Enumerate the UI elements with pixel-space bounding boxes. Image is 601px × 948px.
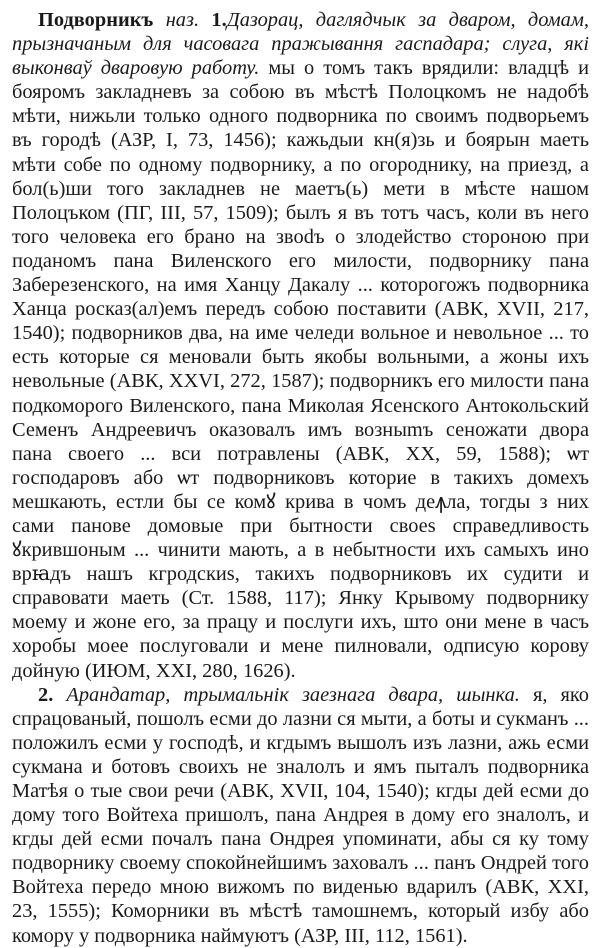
headword: Подворникъ (38, 9, 154, 31)
citation-source: (АВК, XVII, 217, 1540) (12, 298, 589, 345)
entry-sense-2: 2. Арандатар, трымальнік заезнага двара, шынка. я, яко спрацованый, пошолъ есми до лазни ся мыти, а боты и сукманъ ... положилъ есми у господѣ, и кгдымъ вышолъ изъ лазни, ажь есми сукмана и ботовъ своихъ не зналолъ и ямъ пыталъ подворника Матѣя о тые свои речи (АВК, XVII, 104, 1540); кгды дей есми до дому того Войтеха пришолъ, пана Андрея в дому его зналолъ, и кгды дей есми почалъ пана Ондрея упоминати, абы ся ку тому подворнику своему спокойнейшимъ заховалъ ... панъ Ондрей того Войтеха передо мною вижомъ по виденью вдарилъ (АВК, XXI, 23, 1555); Коморники въ мѣстѣ тамошнемъ, который избу або комору у подворника наймуютъ (АЗР, III, 112, 1561). (12, 683, 590, 947)
citation-source: (АВК, XVII, 104, 1540) (220, 780, 424, 802)
citation-quote: подворникъ его милости пана подкоморого Виленского, пана Миколая Ясенского Антокольский Семенъ Андреевичъ оказовалъ имъ возныmъ сеножати двора пана своего ... вси потравлены (12, 370, 589, 465)
sense-definition: Арандатар, трымальнік заезнага двара, шынка. (66, 683, 520, 706)
citation-quote: былъ я въ тотъ часъ, коли въ него того человека его брано на звodъ о злодейство стороною при поданомъ пана Виленского его милости, подворнику пана Заберезенского, на имя Ханцу Дакалу ... которогожъ подворника Ханца росказ(ал)емъ передъ собою поставити (12, 201, 589, 321)
grammar-label: наз. (165, 9, 200, 31)
citation-source: (Ст. 1588, 117) (181, 587, 321, 610)
citation-quote: подворников два, на име челеди вольное и невольное ... то есть которые ся меновали быть якобы вольными, а жоны ихъ невольные (12, 322, 590, 393)
citation-quote: я, яко спрацованый, пошолъ есми до лазни ся мыти, а боты и сукманъ ... положилъ есми у господѣ, и кгдымъ вышолъ изъ лазни, ажь есми сукмана и ботовъ своихъ не зналолъ и ямъ пыталъ подворника Матѣя о тые свои речи (12, 683, 589, 802)
entry-sense-1: Подворникъ наз. 1.Дазорац, даглядчык за дваром, домам, прызначаным для часовага пражывання гаспадара; слуга, які выконваў дваровую работу. мы о томъ такъ врядили: владцѣ и бояромъ закладневъ за собою въ мѣстѣ Полоцкомъ не надобѣ мѣти, нижьли только одного подворника по своимъ подворьемъ въ городѣ (АЗР, I, 73, 1456); кажьдыи кн(я)зь и боярын маеть мѣти собе по одному подворнику, а по огороднику, на приезд, а бол(ь)ши того закладнев не маетъ(ь) мети в мѣсте нашом Полоцъком (ПГ, III, 57, 1509); былъ я въ тотъ часъ, коли въ него того человека его брано на звodъ о злодейство стороною при поданомъ пана Виленского его милости, подворнику пана Заберезенского, на имя Ханцу Дакалу ... которогожъ подворника Ханца росказ(ал)емъ передъ собою поставити (АВК, XVII, 217, 1540); подворников два, на име челеди вольное и невольное ... то есть которые ся меновали быть якобы вольными, а жоны ихъ невольные (АВК, XXVI, 272, 1587); подворникъ его милости пана подкоморого Виленского, пана Миколая Ясенского Антокольский Семенъ Андреевичъ оказовалъ имъ возныmъ сеножати двора пана своего ... вси потравлены (АВК, XX, 59, 1588); ѡт господаровъ або ѡт подворниковъ которие в такихъ домехъ мешкають, естли бы се комꙋ крива в чомъ деꙟла, тогды з них сами панове домовые при бытности своеѕ справедливость ꙋкрившоным ... чинити мають, а в небытности ихъ самыхъ ино врꙗдъ нашъ кгродскиѕ, такихъ подворниковъ их судити и справовати маеть (Ст. 1588, 117); Янку Крывому подворнику моему и жоне его, за працу и послуги ихъ, што они мене в часъ хоробы моее послуговали и мене пилновали, одписую корову дойную (ИЮМ, XXI, 280, 1626). (12, 9, 590, 682)
citation-quote: мы о томъ такъ врядили: владцѣ и бояромъ закладневъ за собою въ мѣстѣ Полоцкомъ не надобѣ мѣти, нижьли только одного подворника по своимъ подворьемъ въ городѣ (12, 57, 590, 152)
citation-quote: кгды дей есми до дому того Войтеха пришолъ, пана Андрея в дому его зналолъ, и кгды дей есми почалъ пана Ондрея упоминати, абы ся ку тому подворнику своему спокойнейшимъ заховалъ ... панъ Ондрей того Войтеха передо мною вижомъ по виденью вдарилъ (12, 780, 590, 899)
citation-source: (АЗР, I, 73, 1456) (110, 129, 271, 152)
citation-source: (АЗР, III, 112, 1561). (294, 924, 468, 947)
citation-source: (ПГ, III, 57, 1509) (117, 201, 274, 224)
sense-number: 2. (38, 683, 54, 706)
citation-source: (АВК, XXI, 23, 1555) (12, 876, 589, 923)
citation-source: (АВК, XXVI, 272, 1587) (109, 370, 319, 393)
citation-source: (АВК, XX, 59, 1588) (335, 442, 546, 465)
sense-definition: Дазорац, даглядчык за дваром, домам, прызначаным для часовага пражывання гаспадара; слуга, які выконваў дваровую работу. (12, 9, 589, 80)
citation-quote: ѡт господаровъ або ѡт подворниковъ которие в такихъ домехъ мешкають, естли бы се комꙋ крива в чомъ деꙟла, тогды з них сами панове домовые при бытности своеѕ справедливость ꙋкрившоным ... чинити мають, а в небытности ихъ самыхъ ино врꙗдъ нашъ кгродскиѕ, такихъ подворниковъ их судити и справовати маеть (12, 442, 590, 610)
citation-source: (ИЮМ, XXI, 280, 1626). (84, 659, 296, 682)
citation-quote: Коморники въ мѣстѣ тамошнемъ, который избу або комору у подворника наймуютъ (12, 900, 589, 947)
sense-number: 1. (211, 9, 227, 31)
citation-quote: Янку Крывому подворнику моему и жоне его, за працу и послуги ихъ, што они мене в часъ хоробы моее послуговали и мене пилновали, одписую корову дойную (12, 587, 590, 682)
citation-quote: кажьдыи кн(я)зь и боярын маеть мѣти собе по одному подворнику, а по огороднику, на приезд, а бол(ь)ши того закладнев не маетъ(ь) мети в мѣсте нашом Полоцъком (12, 129, 590, 224)
